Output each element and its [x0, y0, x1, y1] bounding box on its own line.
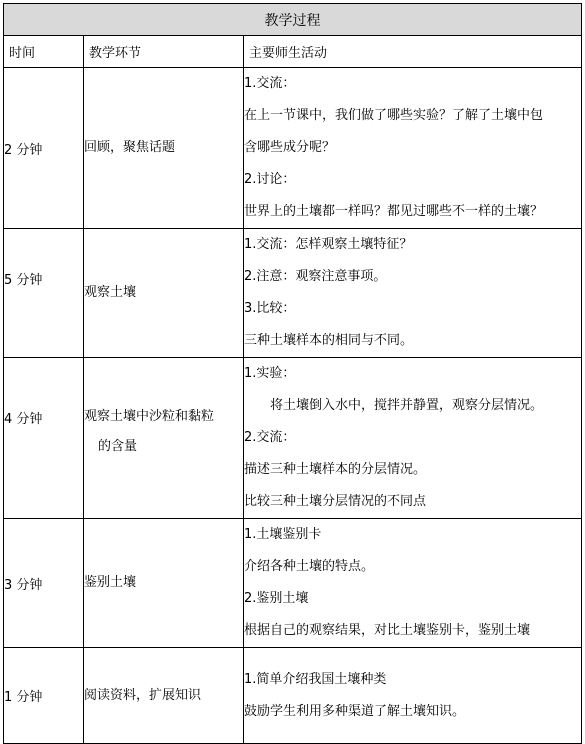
table-title-row: [4, 4, 582, 36]
activity-line: 含哪些成分呢？: [244, 140, 336, 155]
activity-line: 描述三种土壤样本的分层情况。: [244, 462, 427, 477]
header-time: 时间: [4, 36, 84, 68]
activity-cell: [244, 519, 582, 648]
header-stage: 教学环节: [84, 36, 244, 68]
time-cell: 3 分钟: [4, 519, 84, 648]
time-cell: 5 分钟: [4, 229, 84, 358]
activity-line: 1.实验：: [244, 366, 296, 381]
stage-label: 鉴别土壤: [84, 575, 137, 590]
time-cell: 2 分钟: [4, 68, 84, 229]
table-title: 教学过程: [4, 4, 582, 36]
stage-cell: [84, 358, 244, 519]
header-activity: 主要师生活动: [244, 36, 582, 68]
stage-label: 观察土壤: [84, 285, 137, 300]
table-row: [4, 68, 582, 229]
teaching-process-table: [3, 3, 582, 744]
activity-cell: [244, 358, 582, 519]
activity-line: 介绍各种土壤的特点。: [244, 559, 375, 574]
activity-line: 2.交流：: [244, 430, 296, 445]
activity-cell: [244, 229, 582, 358]
stage-label: 阅读资料，扩展知识: [84, 687, 202, 703]
stage-label: 回顾，聚焦话题: [84, 140, 176, 155]
table-row: [4, 519, 582, 648]
activity-line: 在上一节课中，我们做了哪些实验？了解了土壤中包: [244, 108, 544, 123]
table-header-row: [4, 36, 582, 68]
activity-line: 2.注意：观察注意事项。: [244, 269, 387, 284]
activity-line: 1.交流：: [244, 76, 296, 91]
table-row: [4, 358, 582, 519]
activity-line: 2.鉴别土壤: [244, 591, 309, 606]
activity-line: 1.土壤鉴别卡: [244, 527, 322, 542]
activity-line: 三种土壤样本的相同与不同。: [244, 333, 414, 348]
table-row: [4, 229, 582, 358]
stage-label-line2: 的含量: [98, 439, 138, 454]
activity-line: 1.简单介绍我国土壤种类: [244, 671, 387, 687]
activity-line: 世界上的土壤都一样吗？都见过哪些不一样的土壤？: [244, 204, 544, 219]
stage-cell: [84, 229, 244, 358]
stage-cell: [84, 648, 244, 744]
stage-cell: [84, 68, 244, 229]
activity-cell: [244, 68, 582, 229]
activity-cell: [244, 648, 582, 744]
activity-line: 1.交流：怎样观察土壤特征？: [244, 237, 413, 252]
table-row: [4, 648, 582, 744]
time-cell: 1 分钟: [4, 648, 84, 744]
activity-line: 3.比较：: [244, 301, 296, 316]
activity-line: 比较三种土壤分层情况的不同点: [244, 494, 427, 509]
stage-cell: [84, 519, 244, 648]
activity-line: 根据自己的观察结果，对比土壤鉴别卡，鉴别土壤: [244, 623, 531, 638]
activity-line: 2.讨论：: [244, 172, 296, 187]
activity-line: 将土壤倒入水中，搅拌并静置，观察分层情况。: [270, 398, 544, 413]
time-cell: 4 分钟: [4, 358, 84, 519]
activity-line: 鼓励学生利用多种渠道了解土壤知识。: [244, 703, 466, 719]
stage-label: 观察土壤中沙粒和黏粒: [84, 409, 215, 424]
